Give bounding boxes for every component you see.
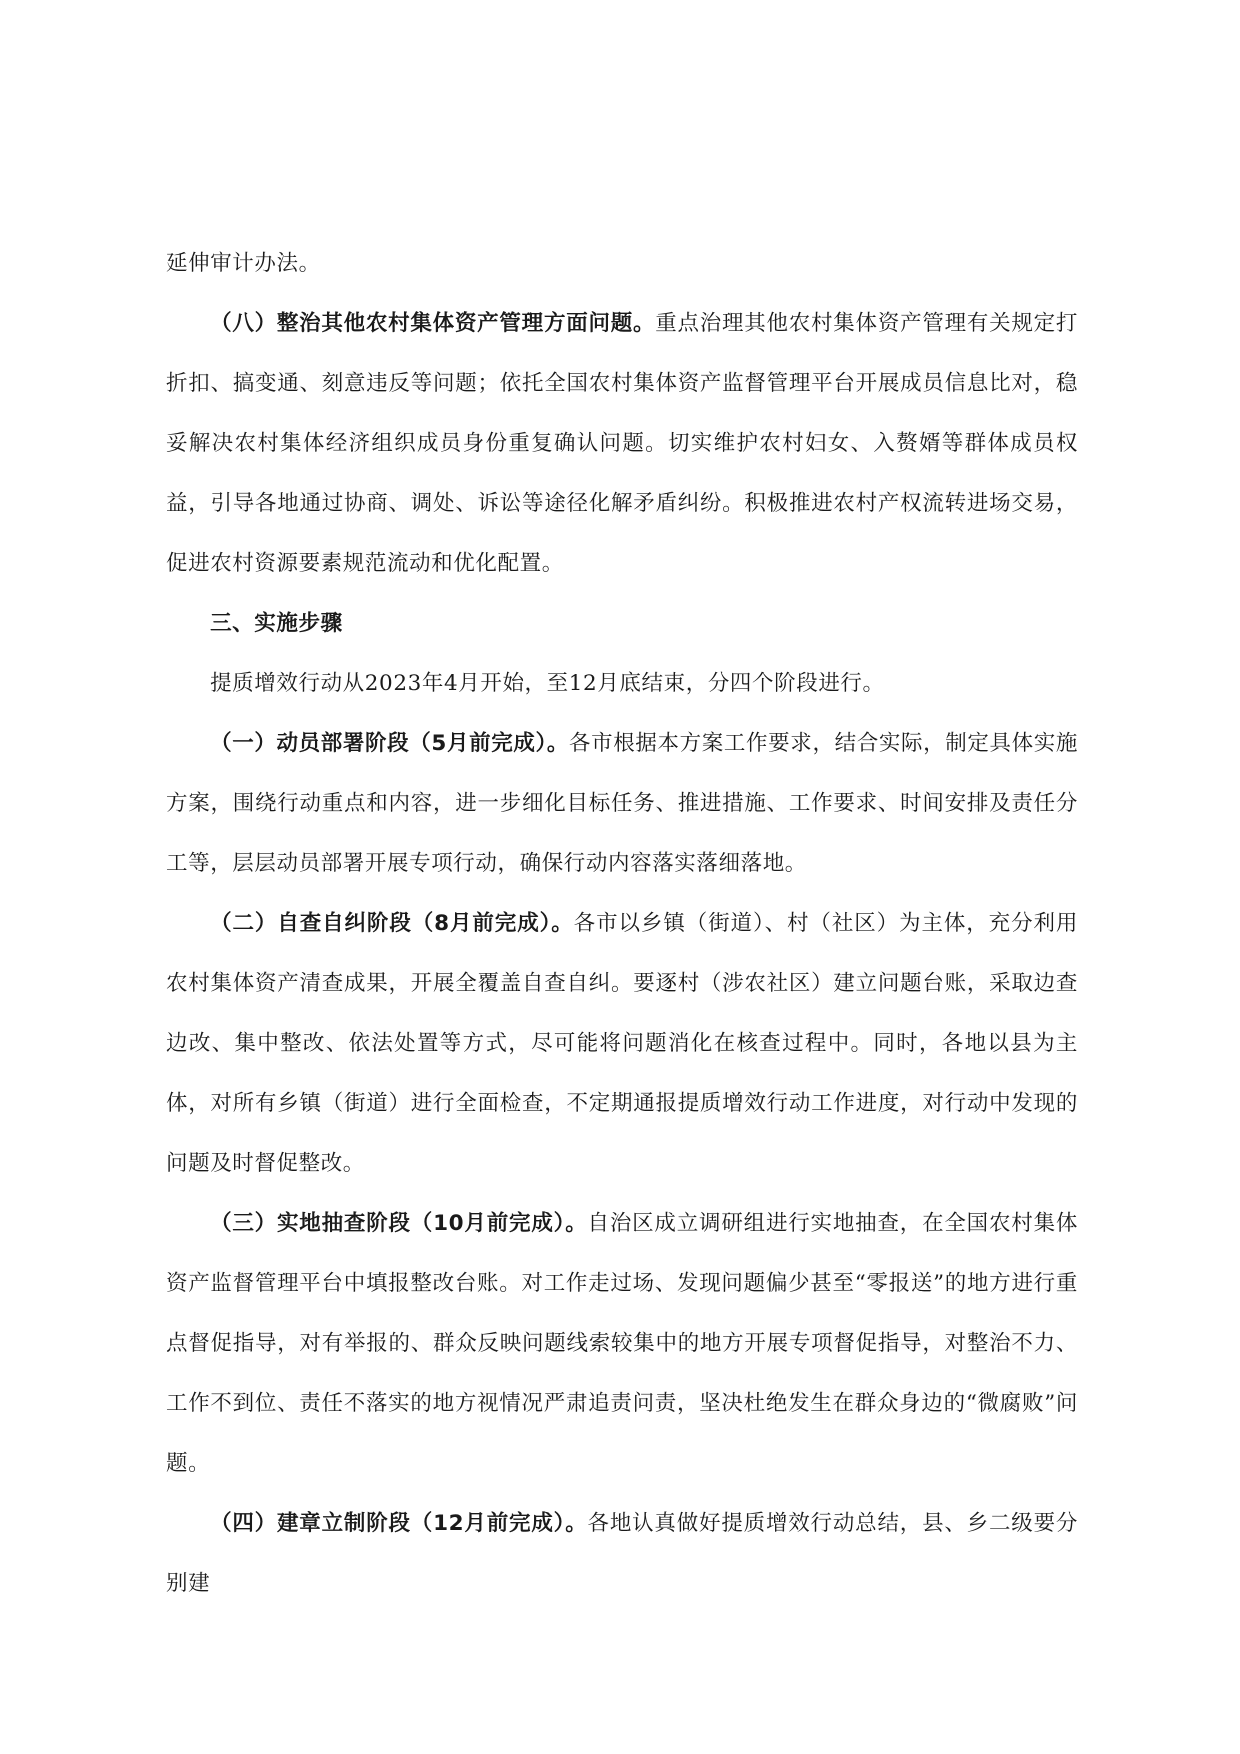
paragraph-stage-2 [166, 894, 1078, 1194]
stage-4-lead: （四）建章立制阶段（12月前完成）。 [210, 1511, 588, 1536]
section-8-body: 重点治理其他农村集体资产管理有关规定打折扣、搞变通、刻意违反等问题；依托全国农村集体资产监督管理平台开展成员信息比对，稳妥解决农村集体经济组织成员身份重复确认问题。切实维护农村妇女、入赘婿等群体成员权益，引导各地通过协商、调处、诉讼等途径化解矛盾纠纷。积极推进农村产权流转进场交易，促进农村资源要素规范流动和优化配置。 [166, 311, 1078, 576]
paragraph-continuation: 延伸审计办法。 [166, 251, 321, 276]
paragraph-section-8 [166, 294, 1078, 594]
section-8-lead: （八）整治其他农村集体资产管理方面问题。 [210, 311, 656, 336]
paragraph-intro: 提质增效行动从2023年4月开始，至12月底结束，分四个阶段进行。 [210, 671, 885, 696]
paragraph-stage-1 [166, 714, 1078, 894]
stage-3-lead: （三）实地抽查阶段（10月前完成）。 [210, 1211, 588, 1236]
paragraph-stage-3 [166, 1194, 1078, 1494]
stage-3-body: 自治区成立调研组进行实地抽查，在全国农村集体资产监督管理平台中填报整改台账。对工作走过场、发现问题偏少甚至“零报送”的地方进行重点督促指导，对有举报的、群众反映问题线索较集中的地方开展专项督促指导，对整治不力、工作不到位、责任不落实的地方视情况严肃追责问责，坚决杜绝发生在群众身边的“微腐败”问题。 [166, 1211, 1079, 1476]
stage-1-body: 各市根据本方案工作要求，结合实际，制定具体实施方案，围绕行动重点和内容，进一步细化目标任务、推进措施、工作要求、时间安排及责任分工等，层层动员部署开展专项行动，确保行动内容落实落细落地。 [166, 731, 1078, 876]
stage-4-body: 各地认真做好提质增效行动总结，县、乡二级要分别建 [166, 1511, 1079, 1596]
stage-1-lead: （一）动员部署阶段（5月前完成）。 [210, 731, 569, 756]
stage-2-lead: （二）自查自纠阶段（8月前完成）。 [210, 911, 574, 936]
heading-implementation-steps: 三、实施步骤 [210, 611, 343, 636]
paragraph-stage-4 [166, 1494, 1078, 1614]
stage-2-body: 各市以乡镇（街道）、村（社区）为主体，充分利用农村集体资产清查成果，开展全覆盖自查自纠。要逐村（涉农社区）建立问题台账，采取边查边改、集中整改、依法处置等方式，尽可能将问题消化在核查过程中。同时，各地以县为主体，对所有乡镇（街道）进行全面检查，不定期通报提质增效行动工作进度，对行动中发现的问题及时督促整改。 [166, 911, 1078, 1176]
document-body [166, 234, 1078, 1614]
